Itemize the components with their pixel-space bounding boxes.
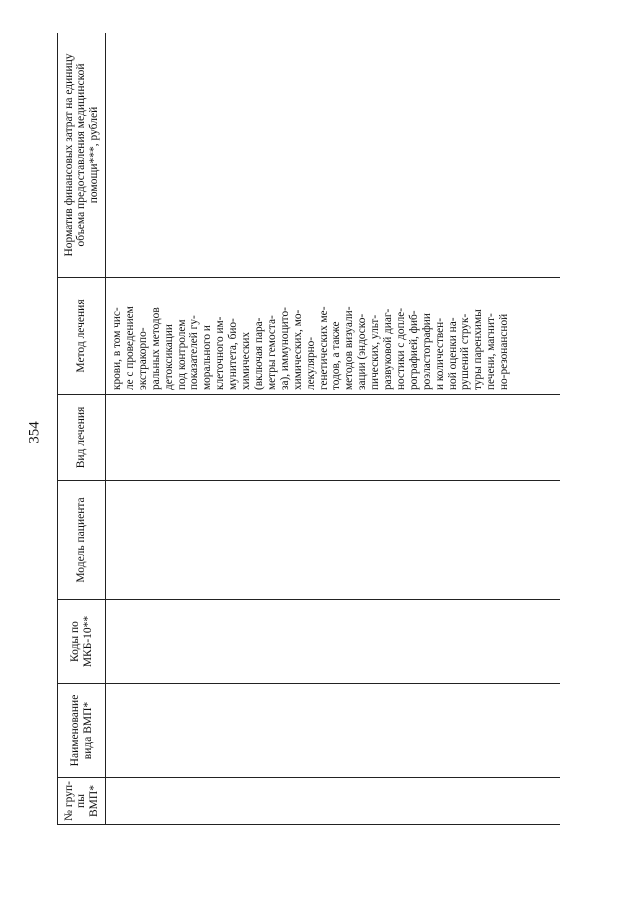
table-row	[106, 33, 561, 825]
header-cost-norm: Норматив финансовых затрат на единицу объема предоставления медицинской помощи***, рублей	[58, 33, 106, 278]
header-group-number: № груп-пы ВМП*	[58, 778, 106, 825]
vmp-table	[57, 33, 560, 825]
cell-treatment-method	[106, 278, 561, 395]
header-icd-codes: Коды по МКБ-10**	[58, 600, 106, 684]
cell-icd-codes	[106, 600, 561, 684]
cell-cost-norm	[106, 33, 561, 278]
header-treatment-type: Вид лечения	[58, 395, 106, 481]
header-patient-model: Модель пациента	[58, 481, 106, 600]
header-treatment-method: Метод лечения	[58, 278, 106, 395]
cell-patient-model	[106, 481, 561, 600]
treatment-method-text: крови, в том чис- ле с проведением экстракорпо- ральных методов детоксикации под контролем показателей гу- морального и клеточного им- мунитета, био- химических (включая пара- метры гемоста- за), иммуноцито- химических, мо- лекулярно- генетических ме- тодов, а также методов визуали- зации (эндоско- пических, ульт- развуковой диаг- ностики с допле- рографией, фиб- роэластографии и количествен- ной оценки на- рушений струк- туры паренхимы печени, магнит- но-резонансной	[111, 306, 511, 390]
table-header-row	[58, 33, 106, 825]
cell-group-number	[106, 778, 561, 825]
vmp-table-container	[57, 33, 560, 825]
cell-vmp-name	[106, 684, 561, 778]
page-number: 354	[26, 421, 43, 444]
cell-treatment-type	[106, 395, 561, 481]
header-vmp-name: Наименование вида ВМП*	[58, 684, 106, 778]
